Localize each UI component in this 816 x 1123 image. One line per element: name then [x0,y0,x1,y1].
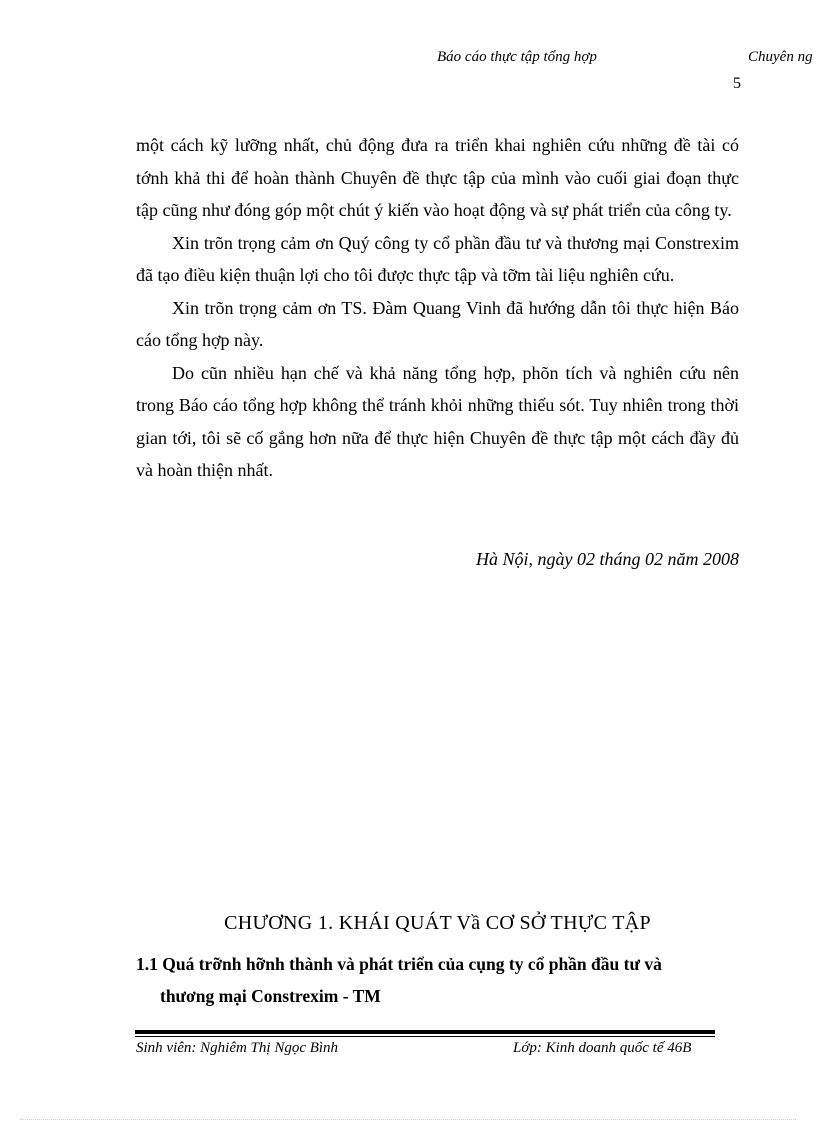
footer-student: Sinh viên: Nghiêm Thị Ngọc Bình [136,1040,339,1056]
paragraph-limitations: Do cũn nhiều hạn chế và khả năng tổng hợp, phõn tích và nghiên cứu nên trong Báo cáo tổng hợp không thể tránh khỏi những thiếu sót. Tuy nhiên trong thời gian tới, tôi sẽ cố gắng hơn nữa để thực hiện Chuyên đề thực tập một cách đầy đủ và hoàn thiện nhất. [136,362,739,480]
footer-rule-thin [135,1036,715,1037]
footer-class: Lớp: Kinh doanh quốc tế 46B [513,1040,692,1056]
paragraph-continued: một cách kỹ lưỡng nhất, chủ động đưa ra triển khai nghiên cứu những đề tài có tớnh khả thi để hoàn thành Chuyên đề thực tập của mình vào cuối giai đoạn thực tập cũng như đóng góp một chút ý kiến vào hoạt động và sự phát triển của công ty. [136,135,739,220]
date-line: Hà Nội, ngày 02 tháng 02 năm 2008 [476,549,739,569]
paragraph-thanks-advisor: Xin trõn trọng cảm ơn TS. Đàm Quang Vinh đã hướng dẫn tôi thực hiện Báo cáo tổng hợp này. [136,297,739,350]
header-right-fragment: Chuyên ng [748,49,813,65]
page-bottom-border [20,1119,796,1120]
chapter-title: CHƯƠNG 1. KHÁI QUÁT Vầ CƠ SỞ THỰC TẬP [224,912,651,934]
section-title-line1: 1.1 Quá trỡnh hỡnh thành và phát triển của cụng ty cổ phần đầu tư và [136,954,662,974]
paragraph-thanks-company: Xin trõn trọng cảm ơn Quý công ty cổ phần đầu tư và thương mại Constrexim đã tạo điều kiện thuận lợi cho tôi được thực tập và tỡm tài liệu nghiên cứu. [136,232,739,285]
section-title [136,948,739,1012]
header-title: Báo cáo thực tập tổng hợp [437,49,597,65]
section-title-line2: thương mại Constrexim - TM [160,986,381,1006]
footer-rule-thick [135,1030,715,1034]
page-number: 5 [733,75,741,92]
body-text [136,129,739,487]
